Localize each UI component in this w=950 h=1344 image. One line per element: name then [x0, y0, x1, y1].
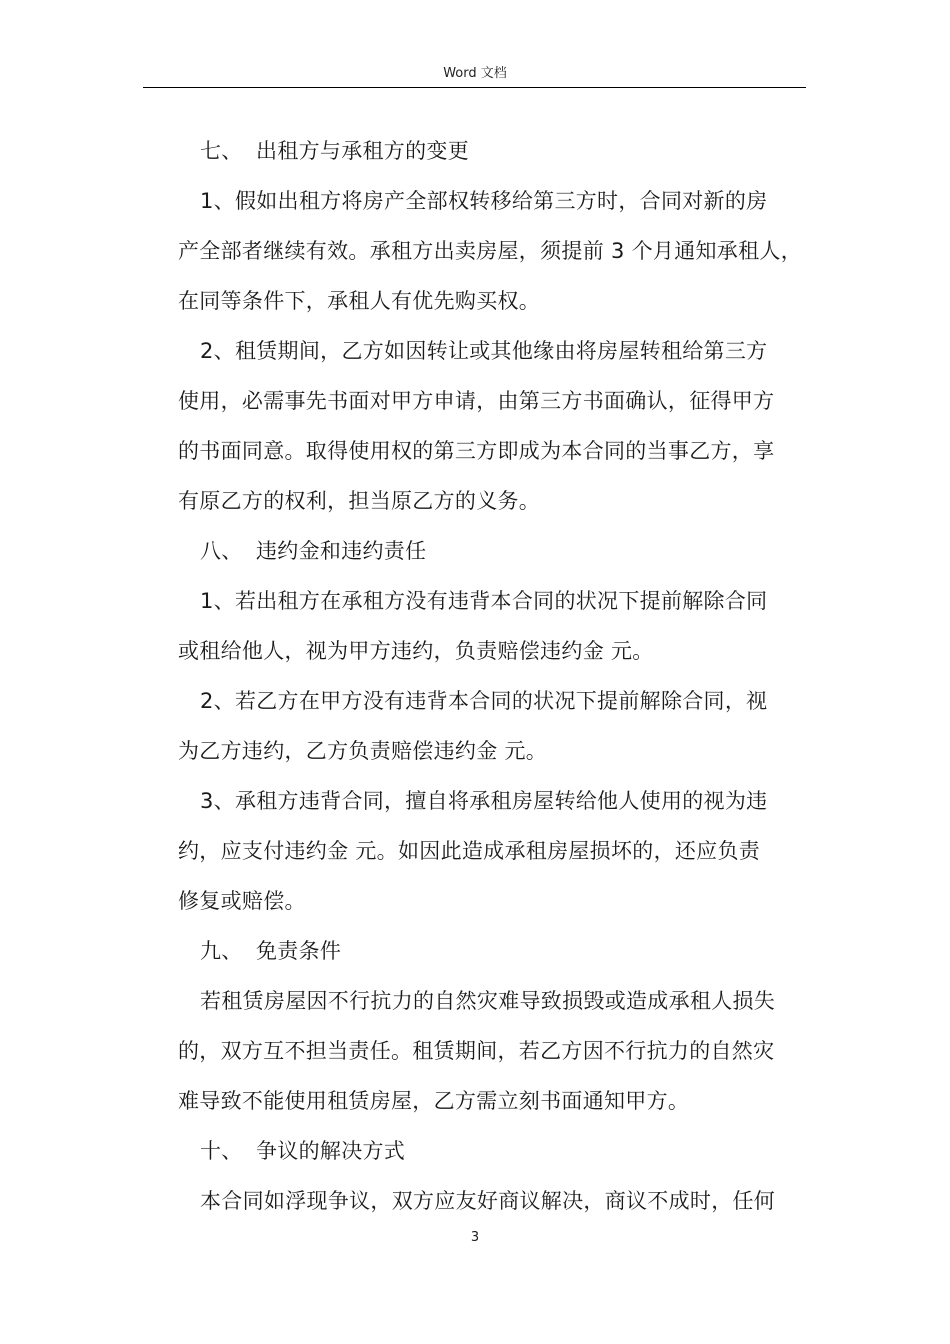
section-number: 八、: [200, 539, 243, 563]
section-title: 出租方与承租方的变更: [256, 139, 469, 163]
document-body: [178, 126, 808, 1226]
paragraph-line: 为乙方违约，乙方负责赔偿违约金 元。: [178, 739, 548, 763]
paragraph-line: 的，双方互不担当责任。租赁期间，若乙方因不行抗力的自然灾: [178, 1039, 775, 1063]
section-title: 争议的解决方式: [256, 1139, 406, 1163]
paragraph-line: 3、承租方违背合同，擅自将承租房屋转给他人使用的视为违: [200, 789, 768, 813]
paragraph-line: 或租给他人，视为甲方违约，负责赔偿违约金 元。: [178, 639, 654, 663]
section-heading: [178, 926, 808, 976]
paragraph-line: 修复或赔偿。: [178, 889, 306, 913]
paragraph-line: 在同等条件下，承租人有优先购买权。: [178, 289, 541, 313]
paragraph-line: 的书面同意。取得使用权的第三方即成为本合同的当事乙方，享: [178, 439, 775, 463]
section-heading: [178, 1126, 808, 1176]
section-title: 免责条件: [256, 939, 342, 963]
paragraph-line: 使用，必需事先书面对甲方申请，由第三方书面确认，征得甲方: [178, 389, 775, 413]
section-number: 九、: [200, 939, 243, 963]
paragraph-line: 1、假如出租方将房产全部权转移给第三方时，合同对新的房: [200, 189, 768, 213]
paragraph-line: 2、租赁期间，乙方如因转让或其他缘由将房屋转租给第三方: [200, 339, 768, 363]
paragraph-line: 2、若乙方在甲方没有违背本合同的状况下提前解除合同，视: [200, 689, 768, 713]
page-header: Word 文档: [443, 66, 507, 81]
section-number: 十、: [200, 1139, 243, 1163]
paragraph-line: 若租赁房屋因不行抗力的自然灾难导致损毁或造成承租人损失: [200, 989, 776, 1013]
paragraph-line: 产全部者继续有效。承租方出卖房屋，须提前 3 个月通知承租人，: [178, 239, 803, 263]
section-heading: [178, 126, 808, 176]
section-title: 违约金和违约责任: [256, 539, 427, 563]
paragraph-line: 有原乙方的权利，担当原乙方的义务。: [178, 489, 541, 513]
paragraph-line: 约，应支付违约金 元。如因此造成承租房屋损坏的，还应负责: [178, 839, 761, 863]
section-number: 七、: [200, 139, 243, 163]
header-divider: [143, 87, 806, 88]
paragraph-line: 本合同如浮现争议，双方应友好商议解决，商议不成时，任何: [200, 1189, 776, 1213]
paragraph-line: 1、若出租方在承租方没有违背本合同的状况下提前解除合同: [200, 589, 768, 613]
page-number: 3: [470, 1230, 480, 1245]
section-heading: [178, 526, 808, 576]
paragraph-line: 难导致不能使用租赁房屋，乙方需立刻书面通知甲方。: [178, 1089, 690, 1113]
